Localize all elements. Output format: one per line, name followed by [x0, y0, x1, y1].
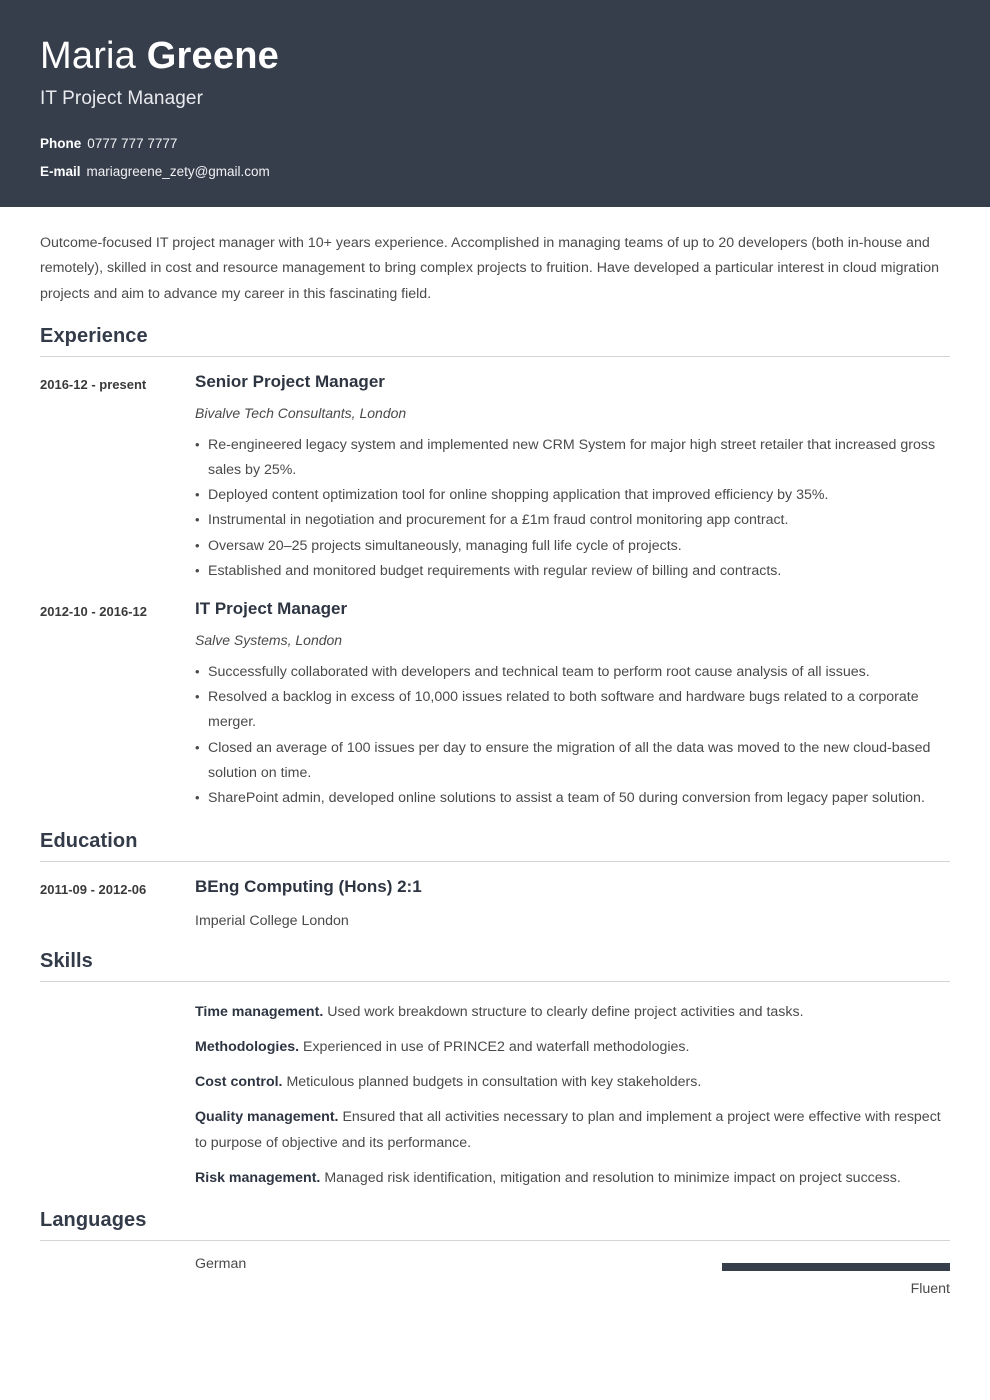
- experience-entry: [40, 584, 950, 811]
- language-proficiency-bar: [722, 1263, 950, 1271]
- section-heading-education: Education: [40, 829, 138, 852]
- skill-name: Quality management.: [195, 1109, 339, 1126]
- list-item: [195, 1166, 950, 1191]
- skill-name: Time management.: [195, 1003, 324, 1020]
- section-education: [40, 830, 950, 932]
- entry-subtitle: Bivalve Tech Consultants, London: [195, 404, 407, 421]
- professional-summary: Outcome-focused IT project manager with 10+ years experience. Accomplished in managing teams of up to 20 developers (both in-house and remotely), skilled in cost and resource management to bring complex projects to fruition. Have developed a particular interest in cloud migration projects and aim to advance my career in this fascinating field.: [40, 235, 939, 302]
- contact-phone: [40, 136, 950, 152]
- skill-name: Risk management.: [195, 1169, 321, 1186]
- skill-description: Used work breakdown structure to clearly define project activities and tasks.: [327, 1003, 804, 1020]
- entry-bullets: [195, 433, 950, 585]
- contact-phone-label: Phone: [40, 135, 82, 151]
- skill-name: Cost control.: [195, 1074, 283, 1091]
- skill-name: Methodologies.: [195, 1038, 300, 1055]
- contact-phone-value: 0777 777 7777: [87, 135, 178, 151]
- language-level-label: Fluent: [910, 1281, 950, 1298]
- list-item: [195, 1035, 950, 1060]
- list-item: • SharePoint admin, developed online solutions to assist a team of 50 during conversion from legacy paper solution.: [195, 786, 950, 811]
- contact-list: [40, 136, 950, 180]
- entry-subtitle: Salve Systems, London: [195, 632, 343, 649]
- skills-row: [40, 982, 950, 1192]
- skill-description: Meticulous planned budgets in consultation with key stakeholders.: [286, 1074, 702, 1091]
- experience-entry: [40, 357, 950, 584]
- job-title: IT Project Manager: [40, 87, 204, 109]
- list-item: • Re-engineered legacy system and implemented new CRM System for major high street retailer that increased gross sales by 25%.: [195, 433, 950, 484]
- skill-description: Ensured that all activities necessary to plan and implement a project were effective with respect to purpose of objective and its performance.: [195, 1109, 941, 1151]
- section-skills: [40, 950, 950, 1192]
- entry-dates: 2016-12 - present: [40, 376, 147, 392]
- list-item: • Deployed content optimization tool for online shopping application that improved efficiency by 35%.: [195, 483, 950, 508]
- list-item: [195, 1070, 950, 1095]
- list-item: [195, 1000, 950, 1025]
- entry-title: IT Project Manager: [195, 599, 348, 619]
- skill-description: Managed risk identification, mitigation and resolution to minimize impact on project success.: [324, 1169, 901, 1186]
- entry-main: [195, 876, 950, 932]
- entry-dates: 2011-09 - 2012-06: [40, 881, 147, 897]
- list-item: [195, 1105, 950, 1156]
- entry-title: Senior Project Manager: [195, 371, 385, 391]
- entry-title: BEng Computing (Hons) 2:1: [195, 876, 422, 896]
- section-heading-languages: Languages: [40, 1209, 147, 1232]
- list-item: • Closed an average of 100 issues per day to ensure the migration of all the data was moved to the new cloud-based solution on time.: [195, 736, 950, 787]
- skill-description: Experienced in use of PRINCE2 and waterfall methodologies.: [303, 1038, 690, 1055]
- resume-body: [0, 207, 990, 1303]
- list-item: • Successfully collaborated with developers and technical team to perform root cause analysis of all issues.: [195, 660, 950, 685]
- language-proficiency-fill: [722, 1263, 950, 1271]
- contact-email-value[interactable]: mariagreene_zety@gmail.com: [86, 163, 270, 179]
- resume-header: [0, 0, 990, 207]
- last-name: Greene: [146, 35, 279, 77]
- contact-email: [40, 164, 950, 180]
- entry-dates: 2012-10 - 2016-12: [40, 604, 147, 620]
- list-item: • Resolved a backlog in excess of 10,000 issues related to both software and hardware bugs related to a corporate merger.: [195, 685, 950, 736]
- section-experience: [40, 325, 950, 812]
- entry-subtitle: Imperial College London: [195, 912, 349, 929]
- section-languages: [40, 1209, 950, 1303]
- page-title: [40, 36, 950, 78]
- list-item: • Instrumental in negotiation and procurement for a £1m fraud control monitoring app contract.: [195, 508, 950, 533]
- first-name: Maria: [40, 35, 137, 77]
- list-item: • Established and monitored budget requirements with regular review of billing and contracts.: [195, 559, 950, 584]
- section-heading-skills: Skills: [40, 949, 93, 972]
- skills-list: [195, 1000, 950, 1192]
- contact-email-label: E-mail: [40, 163, 81, 179]
- entry-bullets: [195, 660, 950, 812]
- section-heading-experience: Experience: [40, 324, 148, 347]
- language-name: German: [195, 1256, 247, 1273]
- list-item: • Oversaw 20–25 projects simultaneously, managing full life cycle of projects.: [195, 534, 950, 559]
- education-entry: [40, 862, 950, 932]
- language-row: [40, 1241, 950, 1303]
- language-item: [195, 1255, 950, 1303]
- entry-main: [195, 371, 950, 584]
- entry-main: [195, 598, 950, 811]
